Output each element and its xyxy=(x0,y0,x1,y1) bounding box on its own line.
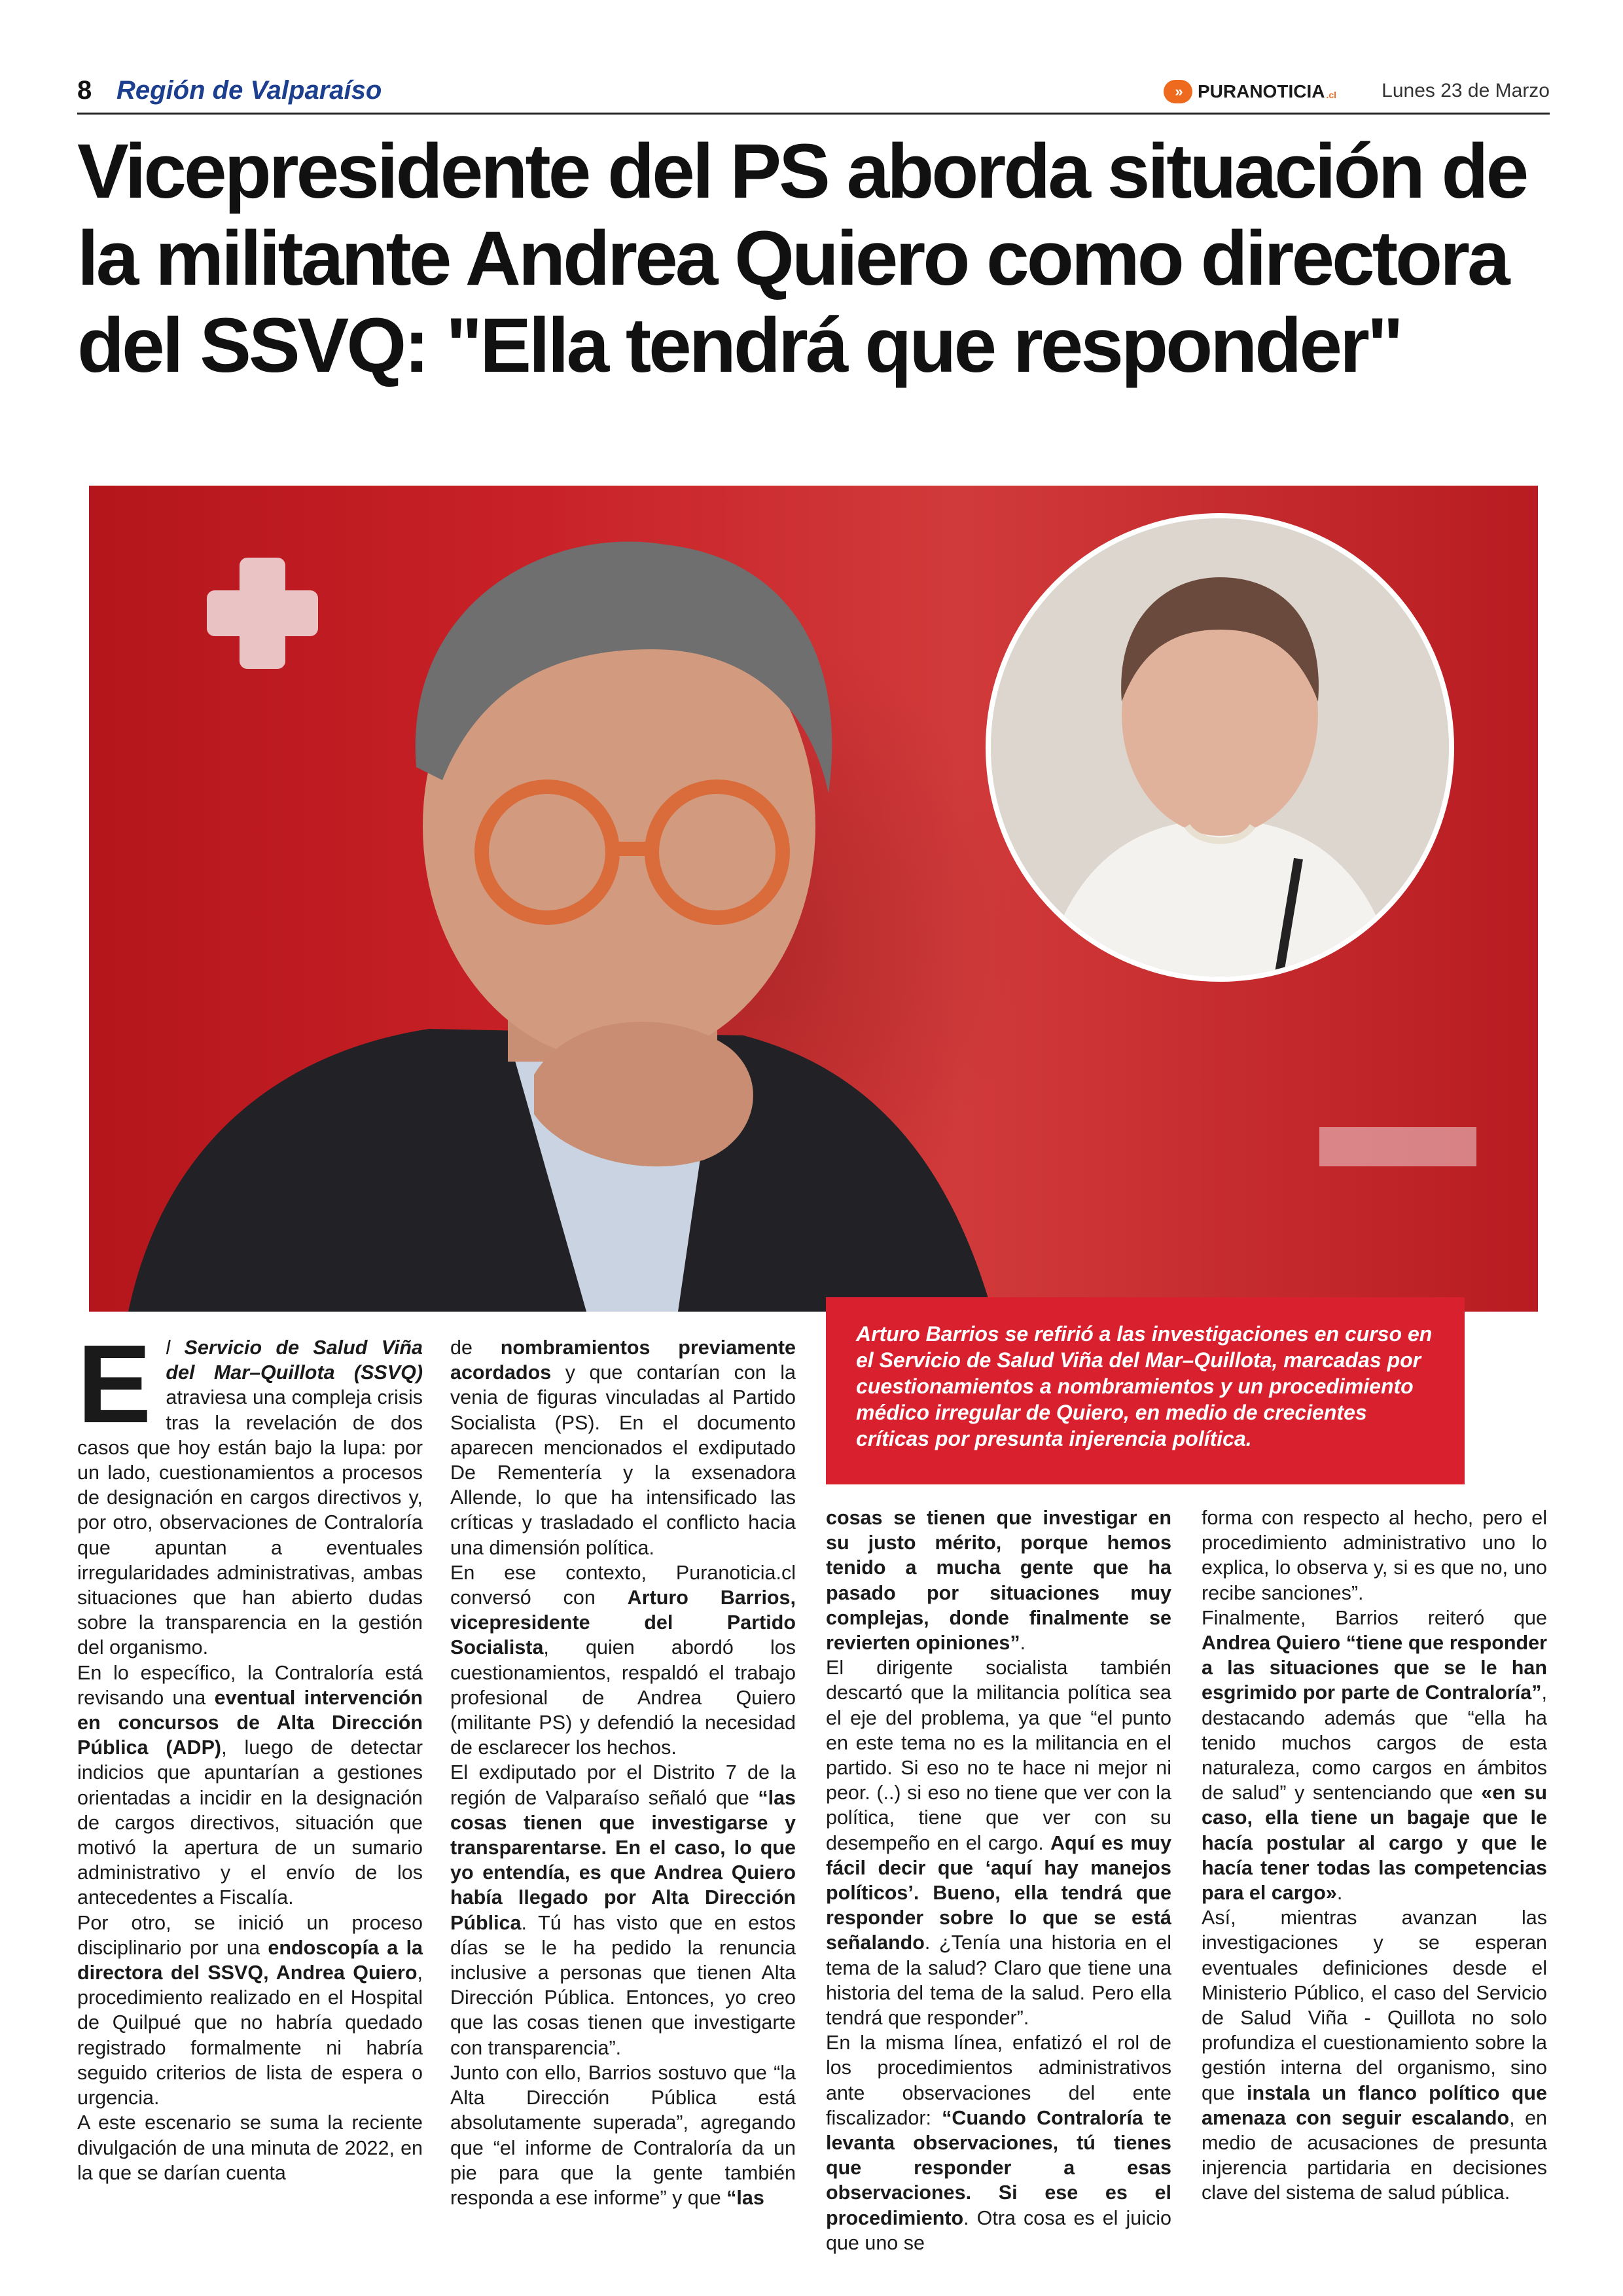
inset-portrait xyxy=(986,513,1454,982)
text-run: eventual intervención en concursos de Alta Dirección Pública (ADP) xyxy=(77,1686,423,1759)
text-run: «en su caso, ella tiene un bagaje que le hacía postular al cargo y que le hacía tener todas las competencias para el cargo» xyxy=(1202,1782,1547,1905)
text-run: Finalmente, Barrios reiteró que xyxy=(1202,1606,1547,1629)
text-run: Andrea Quiero “tiene que responder a las situaciones que se le han esgrimido por parte de Contraloría” xyxy=(1202,1632,1547,1704)
brand-name: PURANOTICIA xyxy=(1198,81,1325,101)
body-column-3 xyxy=(826,1505,1171,2255)
text-run: . Otra cosa es el juicio que uno se xyxy=(826,2206,1171,2254)
text-run: atraviesa una compleja crisis tras la revelación de dos casos que hoy están bajo la lupa: por un lado, cuestionamientos a procesos de designación en cargos directivos y, por otro, observaciones de Contraloría que apuntan a eventuales irregularidades administrativas, ambas situaciones que han abierto dudas sobre la transparencia en la gestión del organismo. xyxy=(77,1386,423,1659)
text-run: l xyxy=(166,1336,185,1359)
section-title: Región de Valparaíso xyxy=(116,76,382,105)
text-run: “las xyxy=(726,2186,764,2209)
text-run: En la misma línea, enfatizó el rol de los procedimientos administrativos ante observaciones del ente fiscalizador: xyxy=(826,2032,1171,2129)
text-run: Así, mientras avanzan las investigaciones y se esperan eventuales definiciones desde el Ministerio Público, el caso del Servicio de Salud Viña - Quillota no solo profundiza el cuestionamiento sobre la gestión interna del organismo, sino que xyxy=(1202,1907,1547,2104)
text-run: “las cosas tienen que investigarse y transparentarse. En el caso, lo que yo entendía, es que Andrea Quiero había llegado por Alta Dirección Pública xyxy=(450,1786,796,1934)
page-number: 8 xyxy=(77,76,92,105)
text-run: “Cuando Contraloría te levanta observaciones, tú tienes que responder a esas observaciones. Si ese es el procedimiento xyxy=(826,2106,1171,2229)
text-run: En lo específico, la Contraloría está revisando una xyxy=(77,1661,423,1709)
headline: Vicepresidente del PS aborda situación de la militante Andrea Quiero como directora del SSVQ: "Ella tendrá que responder" xyxy=(77,128,1527,389)
drop-cap: E xyxy=(77,1322,152,1446)
text-run: El exdiputado por el Distrito 7 de la región de Valparaíso señaló que xyxy=(450,1761,796,1809)
text-run: . Tú has visto que en estos días se le ha pedido la renuncia inclusive a personas que tienen Alta Dirección Pública. Entonces, yo creo que las cosas tienen que investigarte con transparencia”. xyxy=(450,1911,796,2059)
text-run: En ese contexto, Puranoticia.cl conversó con xyxy=(450,1561,796,1609)
text-run: instala un flanco político que amenaza con seguir escalando xyxy=(1202,2081,1547,2129)
text-run: de xyxy=(450,1336,501,1359)
issue-date: Lunes 23 de Marzo xyxy=(1382,80,1550,101)
text-run: cosas se tienen que investigar en su justo mérito, porque hemos tenido a mucha gente que ha pasado por situaciones muy complejas, donde finalmente se revierten opiniones” xyxy=(826,1507,1171,1655)
body-column-1 xyxy=(77,1322,423,2185)
header-divider xyxy=(77,113,1550,115)
text-run: endoscopía a la directora del SSVQ, Andrea Quiero xyxy=(77,1936,423,1984)
text-run: A este escenario se suma la reciente divulgación de una minuta de 2022, en la que se darían cuenta xyxy=(77,2111,423,2184)
text-run: , en medio de acusaciones de presunta injerencia partidaria en decisiones clave del sistema de salud pública. xyxy=(1202,2106,1547,2204)
text-run: . xyxy=(1020,1632,1026,1655)
body-column-2 xyxy=(450,1335,796,2210)
column-text xyxy=(77,1322,423,2185)
text-run: . xyxy=(1336,1882,1343,1905)
photo-caption: Arturo Barrios se refirió a las investigaciones en curso en el Servicio de Salud Viña del Mar–Quillota, marcadas por cuestionamientos a nombramientos y un procedimiento médico irregular de Quiero, en medio de crecientes críticas por presunta injerencia política. xyxy=(826,1297,1465,1484)
text-run: . ¿Tenía una historia en el tema de la salud? Claro que tiene una historia del tema de la salud. Pero ella tendrá que responder”. xyxy=(826,1931,1171,2030)
text-run: Arturo Barrios, vicepresidente del Partido Socialista xyxy=(450,1587,796,1659)
brand-mark-icon: » xyxy=(1164,80,1192,103)
column-text xyxy=(450,1335,796,2210)
page-header xyxy=(77,72,1550,114)
brand-logo xyxy=(1164,77,1336,106)
text-run: y que contarían con la venia de figuras vinculadas al Partido Socialista (PS). En el documento aparecen mencionados el exdiputado De Rementería y la exsenadora Allende, lo que ha intensificado las críticas y trasladado el conflicto hacia una dimensión política. xyxy=(450,1361,796,1559)
text-run: Junto con ello, Barrios sostuvo que “la Alta Dirección Pública está absolutamente superada”, agregando que “el informe de Contraloría da un pie para que la gente también responda a ese informe” y que xyxy=(450,2061,796,2209)
text-run: , destacando además que “ella ha tenido muchos cargos de esta naturaleza, como cargos en ámbitos de salud” y sentenciando que xyxy=(1202,1681,1547,1804)
text-run: Aquí es muy fácil decir que ‘aquí hay manejos políticos’. Bueno, ella tendrá que responder sobre lo que se está señalando xyxy=(826,1831,1171,1954)
column-text xyxy=(826,1505,1171,2255)
brand-tld: .cl xyxy=(1326,90,1337,100)
text-run: nombramientos previamente acordados xyxy=(450,1336,796,1384)
text-run: El dirigente socialista también descartó que la militancia política sea el eje del problema, ya que “el punto en este tema no es la militancia en el partido. Si eso no te hace ni mejor ni peor. (..) si eso no tiene que ver con la política, tiene que ver con su desempeño en el cargo. xyxy=(826,1657,1171,1854)
text-run: Por otro, se inició un proceso disciplinario por una xyxy=(77,1911,423,1959)
text-run: , quien abordó los cuestionamientos, respaldó el trabajo profesional de Andrea Quiero (militante PS) y defendió la necesidad de esclarecer los hechos. xyxy=(450,1636,796,1759)
text-run: forma con respecto al hecho, pero el procedimiento administrativo uno lo explica, lo observa y, si es que no, uno recibe sanciones”. xyxy=(1202,1507,1547,1604)
column-text xyxy=(1202,1505,1547,2206)
inset-portrait-illustration xyxy=(991,518,1449,977)
body-column-4 xyxy=(1202,1505,1547,2206)
text-run: Servicio de Salud Viña del Mar–Quillota (SSVQ) xyxy=(166,1336,423,1384)
text-run: , luego de detectar indicios que apuntarían a gestiones orientadas a incidir en la designación de cargos directivos, situación que motivó la apertura de un sumario administrativo y el envío de los antecedentes a Fiscalía. xyxy=(77,1736,423,1909)
text-run: , procedimiento realizado en el Hospital de Quilpué que no habría quedado registrado formalmente ni habría seguido criterios de lista de espera o urgencia. xyxy=(77,1962,423,2109)
